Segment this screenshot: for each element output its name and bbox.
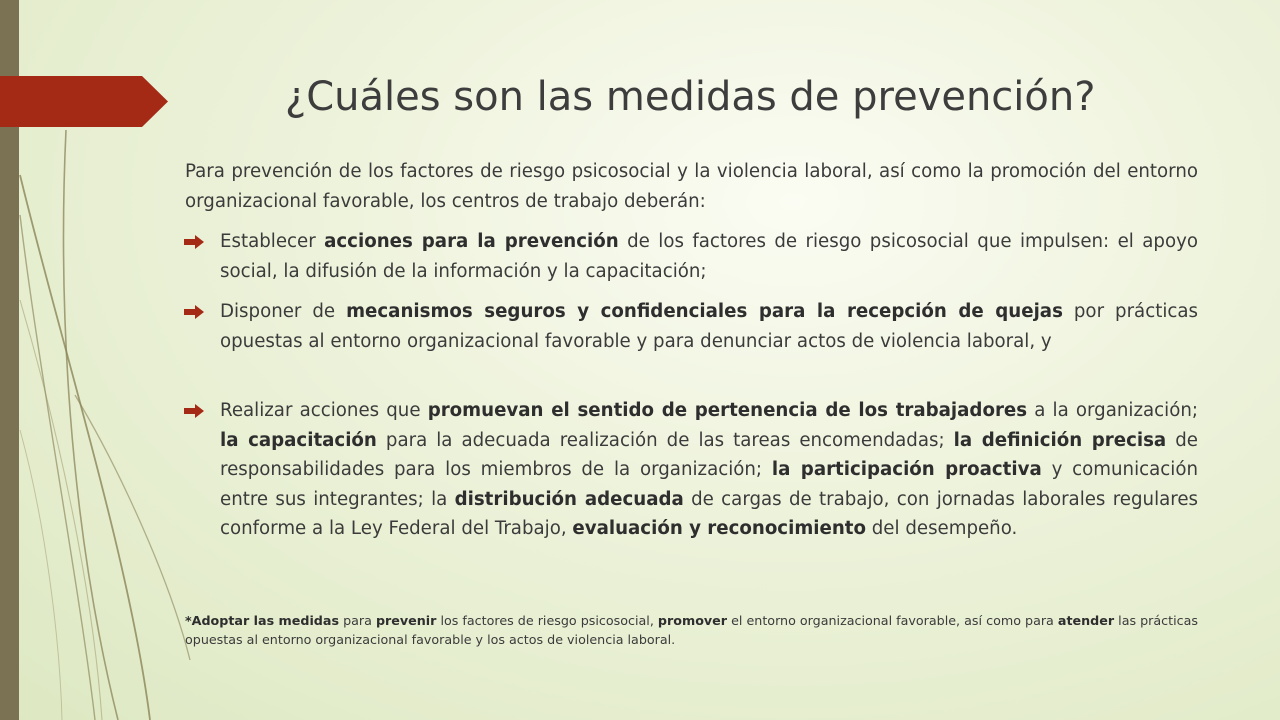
- title-accent-arrow: [0, 76, 168, 127]
- right-arrow-icon: [184, 235, 206, 249]
- intro-paragraph: Para prevención de los factores de riesgo psicosocial y la violencia laboral, así como la promoción del entorno organizacional favorable, los centros de trabajo deberán:: [185, 161, 1198, 212]
- bullet-item-1: Establecer acciones para la prevención de los factores de riesgo psicosocial que impulsen: el apoyo social, la difusión de la información y la capacitación;: [220, 231, 1198, 282]
- bullet-item-3: Realizar acciones que promuevan el sentido de pertenencia de los trabajadores a la organización; la capacitación para la adecuada realización de las tareas encomendadas; la definición precisa de responsabilidades para los miembros de la organización; la participación proactiva y comunicación entre sus integrantes; la distribución adecuada de cargas de trabajo, con jornadas laborales regulares conforme a la Ley Federal del Trabajo, evaluación y reconocimiento del desempeño.: [220, 400, 1199, 539]
- right-arrow-icon: [184, 404, 206, 418]
- right-arrow-icon: [184, 305, 206, 319]
- bullet-item-2: Disponer de mecanismos seguros y confidenciales para la recepción de quejas por prácticas opuestas al entorno organizacional favorable y para denunciar actos de violencia laboral, y: [220, 301, 1198, 352]
- slide-title: ¿Cuáles son las medidas de prevención?: [285, 74, 1096, 120]
- footnote: *Adoptar las medidas para prevenir los factores de riesgo psicosocial, promover el entorno organizacional favorable, así como para atender las prácticas opuestas al entorno organizacional favorable y los actos de violencia laboral.: [185, 613, 1199, 647]
